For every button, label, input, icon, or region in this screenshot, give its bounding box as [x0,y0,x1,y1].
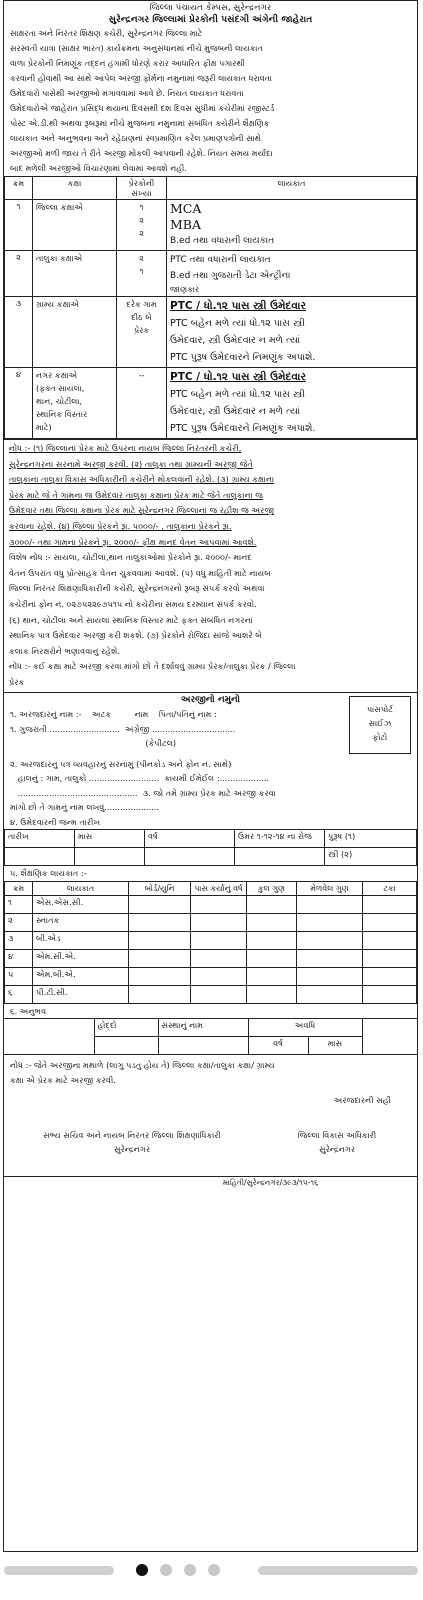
edu-empty-cell [129,913,191,931]
photo-label: ફોટો [372,731,388,742]
edu-header: લાયકાત [33,881,129,895]
edu-no: ૬ [5,985,33,1003]
edu-empty-cell [191,895,247,913]
post-count-line: -- [138,371,145,380]
footnote-line: કક્ષા એ પ્રેરક માટે અરજી કરવી. [10,1074,116,1085]
qualification-line: PTC બહેન મળે ત્યાં ધો.૧૨ પાસ સ્ત્રી [170,389,305,400]
post-count [117,200,167,251]
form-line: માંગો છો તે ગામનું નામ લખવું..................... [10,802,160,812]
edu-empty-cell [191,967,247,985]
post-level [33,251,117,297]
edu-header: કુલ ગુણ [247,881,297,895]
qualification-line: PTC / ધો.૧૨ પાસ સ્ત્રી ઉમેદવાર [170,300,306,312]
signature-left [12,1128,252,1156]
edu-no: ૨ [5,913,33,931]
applicant-signature: અરજદારની સહી [333,1095,391,1105]
carousel-track-right [258,1566,418,1575]
advertisement-page [3,0,418,1552]
edu-degree: સ્નાતક [33,913,129,931]
edu-row [5,931,417,949]
post-no: ૧ [5,200,33,251]
edu-empty-cell [363,985,417,1003]
form-line: હાલનું : ગામ, તાલુકો ........................... કાયમી ઈમેઈલ :................... [10,773,270,783]
qualification-line: ઉમેદવાર, સ્ત્રી ઉમેદવાર ન મળે ત્યાં [170,335,301,346]
posts-table [4,176,417,439]
exp-title: ૬. અનુભવ [10,1005,47,1016]
photo-label: સાઈઝ [368,717,392,728]
edu-empty-cell [363,967,417,985]
dob-male: પુરૂષ (૧) [325,830,417,848]
note-line: સ્થાનિક પાત્ર ઉમેદવાર અરજી કરી શકશે. (૭) પ્રેરકોને રોજિંદા સાંજે આશરે બે [9,630,262,641]
intro-line: કરવાની હોવાથી આ સાથે આપેલ અરજી ફોર્મના નમુનામાં જરૂરી લાયકાત ધરાવતા [10,73,273,83]
header-title: સુરેન્દ્રનગર જિલ્લામાં પ્રેરકોની પસંદગી અંગેની જાહેરાત [108,14,313,25]
carousel-dot[interactable] [160,1564,172,1576]
post-count-line: ૧ [139,267,144,276]
intro-line: ઉમેદવારો પાસેથી અરજીઓ મંગાવવામાં આવે છે. નિયત લાયકાત ધરાવતા [10,88,244,98]
qualification-line: ઉમેદવાર, સ્ત્રી ઉમેદવાર ન મળે ત્યાં [170,406,301,417]
intro-line: ઉમેદવારોએ જાહેરાત પ્રસિદ્ધ થયાનાં દિવસથી દશ દિવસ સુધીમાં કચેરીમાં રજીસ્ટર્ડ [10,103,275,113]
qualification-line: PTC પુરૂષ ઉમેદવારને નિમણુંક અપાશે. [170,423,316,434]
signature-left-place: સુરેન્દ્રનગર [113,1143,151,1154]
qualification-line: PTC બહેન મળે ત્યાં ધો.૧૨ પાસ સ્ત્રી [170,318,305,329]
intro-line: બાદ મળેલી અરજીઓ વિચારણામાં લેવામાં આવશે નહી. [10,163,187,173]
note-line: તાલુકાના તાલુકા વિકાસ અધિકારીની કચેરીને મોકલવાની રહેશે. (૩) ગ્રામ્ય કક્ષાના [9,474,275,485]
edu-empty-cell [129,967,191,985]
edu-header: બોર્ડ/યુનિ [129,881,191,895]
intro-line: વાળા પ્રેરકોની નિમણૂંક તદ્દન હંગામી ધોરણે કરાર આધારિત ફીક્ષ પગારથી [10,58,245,68]
post-count-line: દરેક ગામ [126,300,157,309]
exp-sub-year: વર્ષ [248,1037,308,1055]
post-count-line: ૨ [139,216,144,225]
edu-empty-cell [297,913,363,931]
signature-left-title: સભ્ય સચિવ અને નાયબ નિરંતર જિલ્લા શિક્ષણાધિકારી [43,1129,221,1140]
post-qualification [167,368,417,439]
post-count [117,297,167,368]
edu-empty-cell [129,949,191,967]
edu-empty-cell [129,895,191,913]
edu-header: ક્રમ [5,881,33,895]
posts-header-level: કક્ષા [33,177,117,200]
form-line: ૧. ગુજરાતી ........................... અંગ્રેજી ................................ [10,723,236,734]
edu-degree: એમ.બી.એ. [33,967,129,985]
note-line: નોંધ :- કઈ કક્ષા માટે અરજી કરવા માંગો છો તે દર્શાવવું ગ્રામ્ય પ્રેરક/તાલુકા પ્રેરક / જિલ્લા [9,661,296,672]
post-count-line: ૨ [139,229,144,238]
edu-header: પાસ કર્યાનું વર્ષ [191,881,247,895]
carousel-dot-active[interactable] [136,1564,148,1576]
posts-row [5,368,417,439]
edu-empty-cell [247,949,297,967]
edu-empty-cell [297,985,363,1003]
qualification-line: MBA [170,217,202,232]
header-office: જિલ્લા પંચાયત કેમ્પસ, સુરેન્દ્રનગર [149,3,272,13]
form-line: (કેપીટલ) [10,738,177,748]
edu-empty-cell [363,895,417,913]
note-line: ૩૦૦૦/- તથા ગામના પ્રેરકને રૂા. ૨૦૦૦/- ફીક્ષ માનદ વેતન આપવામાં આવશે. [9,536,257,547]
intro-line: સરસ્વતી યાત્રા (સાક્ષર ભારત) કાર્યક્રમના અનુસંધાનમાં નીચે મુજબની લાયકાત [10,43,263,53]
signature-right-place: સુરેન્દ્રનગર [318,1143,356,1154]
dob-female: સ્ત્રી (૨) [325,848,417,866]
dob-year: વર્ષ [145,830,235,848]
form-footnote [4,1055,417,1108]
education-table [4,881,417,1004]
edu-no: ૪ [5,949,33,967]
post-count-line: દીઠ બે [131,313,152,322]
edu-empty-cell [297,949,363,967]
form-line: ૧. અરજદારનું નામ :- અટક નામ પિતા/પતિનું નામ : [10,709,217,719]
qualification-line: PTC પુરૂષ ઉમેદવારને નિમણુંક અપાશે. [170,352,316,363]
carousel-dot[interactable] [208,1564,220,1576]
edu-empty-cell [129,931,191,949]
edu-degree: એમ.સી.એ. [33,949,129,967]
qualification-line: B.ed તથા વધારાની લાયકાત [170,236,275,246]
exp-header-org: સંસ્થાનું નામ [158,1019,248,1037]
edu-no: ૫ [5,967,33,985]
qualification-line: MCA [170,201,202,216]
signature-right [267,1128,407,1156]
edu-empty-cell [247,895,297,913]
post-qualification [167,200,417,251]
intro-line: અરજીઓ મળી જાય તે રીતે અરજી મોકલી આપવાની રહેશે. નિયત સમય મર્યાદા [10,148,273,158]
note-line: કચેરીનાં ફોન નં. ૦૨૭૫૨૨૯૭૫૧૫ નો કચેરીના સમય દરમ્યાન સંપર્ક કરવો. [9,598,257,609]
posts-row [5,200,417,251]
exp-sub-month: માસ [308,1037,362,1055]
posts-header-no: ક્રમ [5,177,33,200]
note-line: સુરેન્દ્રનગરનાં સરનામે અરજી કરવી. (૨) તાલુકા તથા ગ્રામ્યની અરજી જેતે [9,458,253,469]
edu-header: ટકા [363,881,417,895]
exp-header-post: હોદ્દો [94,1019,158,1037]
post-count [117,251,167,297]
edu-empty-cell [297,931,363,949]
posts-header-qualification: લાયકાત [167,177,417,200]
edu-no: ૩ [5,931,33,949]
edu-degree: પી.ટી.સી. [33,985,129,1003]
edu-no: ૧ [5,895,33,913]
posts-row [5,297,417,368]
post-level [33,368,117,439]
carousel-dot[interactable] [184,1564,196,1576]
note-line: (૬) થાન, ચોટીલા અને સાયલા સ્થાનિક વિસ્તાર માટે ફક્ત સંબંધિત નગરનાં [9,614,253,625]
edu-empty-cell [247,913,297,931]
post-level [33,297,117,368]
qualification-line: PTC / ધો.૧૨ પાસ સ્ત્રી ઉમેદવાર [170,371,306,383]
post-level-line: જિલ્લા કક્ષાએ [36,202,84,212]
posts-row [5,251,417,297]
intro-line: સાક્ષરતા અને નિરંતર શિક્ષણ કચેરી, સુરેન્દ્રનગર જિલ્લા માટે [10,28,203,38]
post-qualification [167,251,417,297]
post-level-line: તાલુકા કક્ષાએ [36,253,83,263]
intro-paragraph [4,26,417,176]
post-qualification [167,297,417,368]
post-count [117,368,167,439]
photo-box [349,696,411,754]
note-line: વિશેષ નોંધ :- સાયલા, ચોટીલા,થાન તાલુકાઓમાં પ્રેરકોને રૂા. ૨૦૦૦/- માનદ [9,552,252,563]
posts-header-count: પ્રેરકોની સંખ્યા [117,177,167,200]
dob-table [4,829,417,866]
note-line: કલાક નિરક્ષરોને ભણાવવાનું રહેશે. [9,645,121,656]
photo-label: પાસપોર્ટ [366,703,394,714]
edu-row [5,967,417,985]
footnote-line: નોંધ :- જેતે અરજીના મથાળે (લાગુ પડતુ હોય તે) જિલ્લા કક્ષા/તાલુકા કક્ષા/ ગ્રામ્ય [10,1060,275,1070]
edu-empty-cell [363,949,417,967]
post-no: ૨ [5,251,33,297]
edu-empty-cell [191,985,247,1003]
post-no: ૪ [5,368,33,439]
edu-row [5,949,417,967]
note-line: વેતન ઉપરાંત વધુ પ્રોત્સાહક વેતન ચુકવવામાં આવશે. (૫) વધુ માહિતી માટે નાયબ [9,567,271,578]
edu-empty-cell [129,985,191,1003]
edu-empty-cell [247,967,297,985]
dob-date: તારીખ [5,830,75,848]
carousel-track-left [4,1566,114,1575]
edu-row [5,985,417,1003]
post-level-line: ગ્રામ્ય કક્ષાએ [36,299,80,309]
notes-section [4,439,417,692]
note-line: જિલ્લા નિરંતર શિક્ષણાધિકારીની કચેરી, સુરેન્દ્રનગરનો રૂબરૂ સંપર્ક કરવો અથવા [9,583,265,594]
experience-table [4,1018,417,1055]
post-level-line: નગર કક્ષાએ [36,370,78,380]
qualification-line: B.ed તથા ગુજરાતી ડેટા એન્ટ્રીના [170,271,291,281]
post-count-line: પ્રેરક [134,326,149,335]
intro-line: પોસ્ટ એ.ડી.થી અથવા રૂબરૂમાં નીચે મુજબના નમુનામાં સંબંધિત કચેરીને શૈક્ષણિક [10,118,270,128]
post-level-line: સ્થાનિક વિસ્તાર [36,409,88,419]
edu-degree: એસ.એસ.સી. [33,895,129,913]
edu-empty-cell [191,931,247,949]
signature-block [4,1114,417,1176]
carousel-bar [0,1559,423,1600]
note-line: કરવાના રહેશે. (૪) જિલ્લા પ્રેરકને રૂા. ૫૦૦૦/- , તાલુકાના પ્રેરકને રૂા. [9,520,232,531]
edu-degree: બી.એડ [33,931,129,949]
edu-empty-cell [191,913,247,931]
note-line: ઉમેદવાર તથા જિલ્લા કક્ષાના પ્રેરક માટે સુરેન્દ્રનગર જિલ્લાનાં જ રહીશ જ અરજી [9,505,275,516]
post-count-line: ૧ [139,203,144,212]
edu-empty-cell [363,913,417,931]
post-level [33,200,117,251]
qualification-line: PTC તથા વધારાની લાયકાત [170,255,271,265]
edu-title: ૫. શૈક્ષણિક લાયકાત :- [10,868,87,878]
post-count-line: ૨ [139,254,144,263]
form-title: અરજીનો નમુનો [181,694,240,705]
reference-number: માહિતી/સુરેન્દ્રનગર/૩૯૩/૧૫-૧૬ [4,1176,417,1188]
edu-empty-cell [363,931,417,949]
qualification-line: જાણકાર [170,284,200,294]
post-level-line: થાન, ચોટીલા, [36,396,83,406]
edu-empty-cell [247,931,297,949]
post-level-line: (ફક્ત સાયલા, [36,383,85,393]
form-line: ૪. ઉમેદવારની જન્મ તારીખ [10,816,101,827]
edu-empty-cell [191,949,247,967]
note-line: પ્રેરક [9,676,25,687]
form-line: .............................................. ૩. જો તમે ગ્રામ્ય પ્રેરક માટે અરજી કરવા [10,787,276,798]
signature-right-title: જિલ્લા વિકાસ અધિકારી [297,1129,377,1140]
note-line: પ્રેરક માટે જે તે ગામના જ ઉમેદવાર તાલુકા કક્ષાના પ્રેરક માટે જેતે તાલુકાના જ [9,489,263,500]
dob-age: ઉંમર ૧-૧૨-૧૪ ના રોજ [235,830,325,848]
post-level-line: માટે) [36,422,52,432]
edu-row [5,895,417,913]
edu-empty-cell [297,967,363,985]
edu-empty-cell [297,895,363,913]
dob-month: માસ [75,830,145,848]
form-line: ૨. અરજદારનું પત્ર વ્યવહારનું સરનામું (પીનકોડ અને ફોન નં. સાથે) [10,758,232,769]
note-line: નોંધ :- (૧) જિલ્લાનાં પ્રેરક માટે ઉપરના નાયબ જિલ્લા નિરંતરની કચેરી, [9,443,242,453]
edu-row [5,913,417,931]
application-form [4,692,417,830]
post-no: ૩ [5,297,33,368]
exp-header-duration: અવધિ [248,1019,362,1037]
intro-line: લાયકાત અને અનુભવના અને રહેઠાણનાં સ્વપ્રમાણિત કરેલ પ્રમાણપત્રોની સાથે [10,133,261,143]
edu-header: મેળવેલ ગુણ [297,881,363,895]
edu-empty-cell [247,985,297,1003]
